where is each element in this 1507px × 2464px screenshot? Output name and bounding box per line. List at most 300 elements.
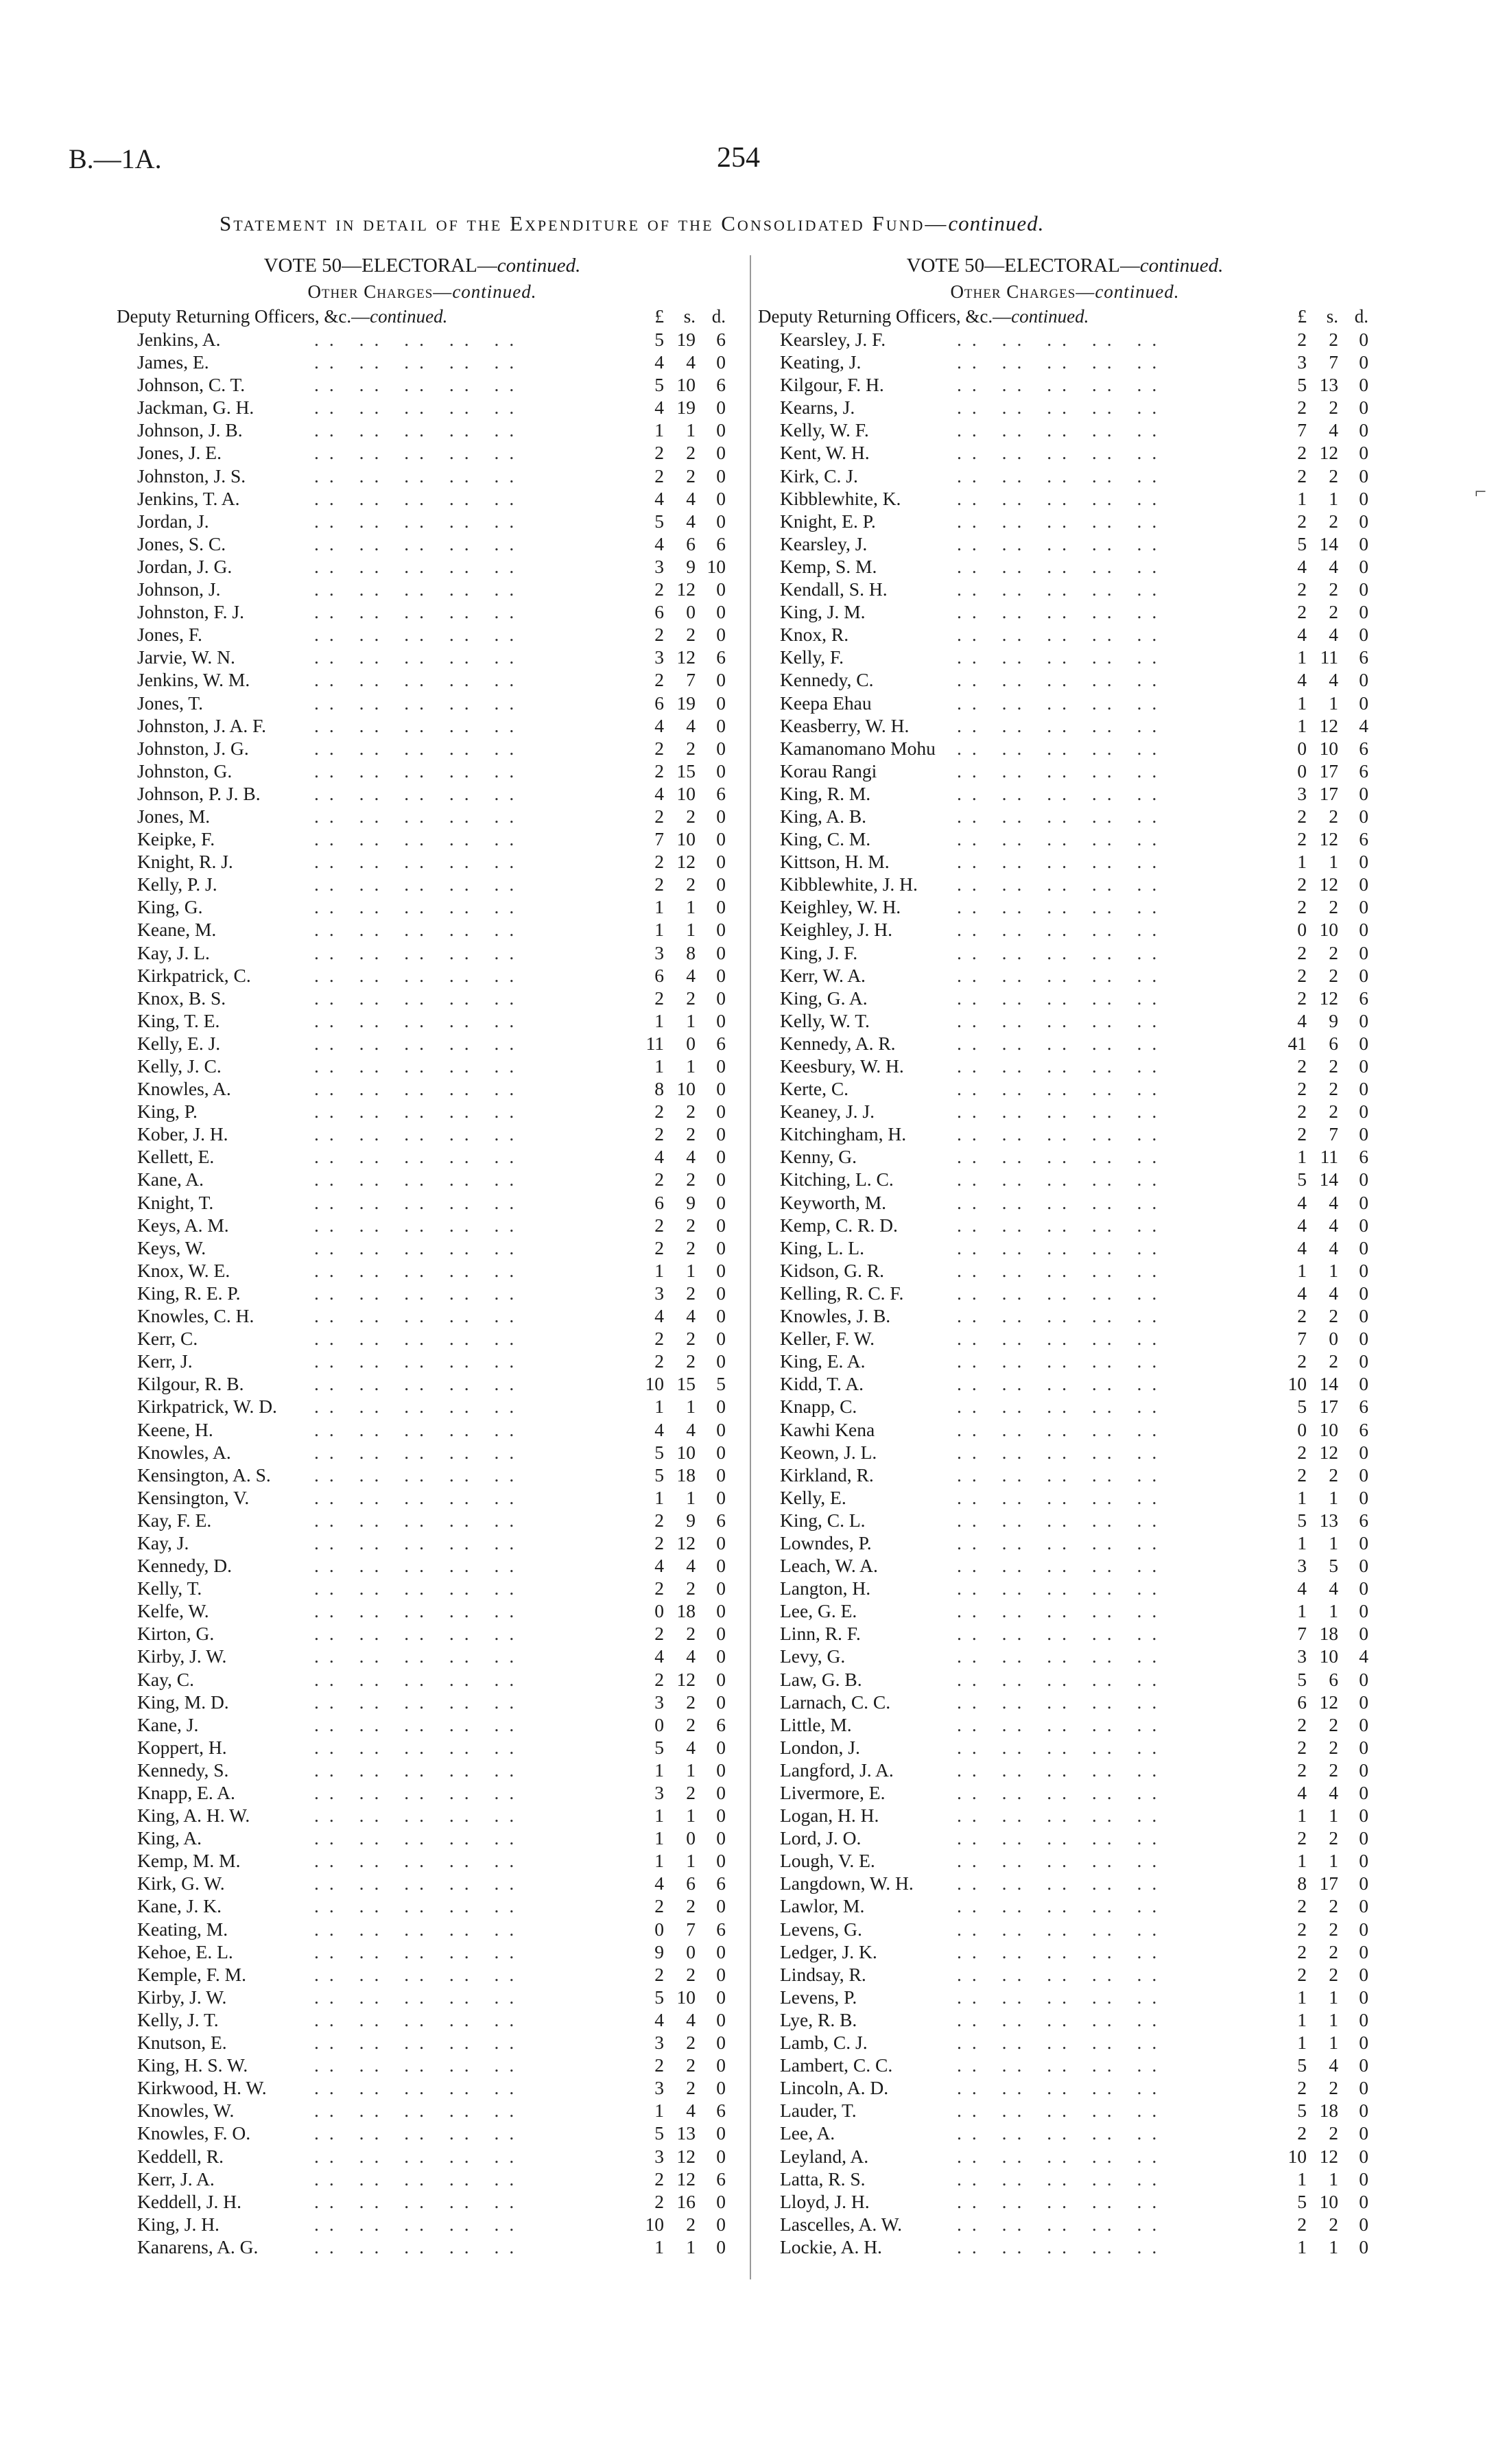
vote-title: VOTE 50—ELECTORAL— [263, 255, 497, 277]
table-row [115, 532, 743, 555]
leader-dots: .. .. .. .. .. [957, 442, 1167, 464]
amount-pence: 0 [716, 1827, 726, 1849]
vote-heading [758, 253, 1386, 279]
table-row [115, 1872, 743, 1894]
table-row [115, 1350, 743, 1372]
amount-pounds: 2 [1297, 1827, 1307, 1849]
amount-pounds: 2 [654, 987, 664, 1009]
table-row [115, 2031, 743, 2054]
leader-dots: .. .. .. .. .. [314, 601, 525, 623]
amount-shillings: 2 [686, 1282, 696, 1304]
payee-name: King, J. H. [137, 2213, 219, 2235]
table-row [115, 782, 743, 805]
subhead-text: Deputy Returning Officers, &c.— [758, 306, 1012, 327]
amount-shillings: 18 [676, 1464, 696, 1486]
amount-shillings: 2 [686, 2054, 696, 2076]
leader-dots: .. .. .. .. .. [314, 1782, 525, 1803]
amount-pounds: 2 [1297, 964, 1307, 986]
subhead-title [758, 305, 1089, 328]
table-row [115, 692, 743, 714]
table-row [758, 1804, 1386, 1827]
table-row [758, 351, 1386, 373]
amount-pounds: 2 [1297, 510, 1307, 532]
payee-name: Keighley, W. H. [780, 896, 901, 918]
table-row [115, 1214, 743, 1236]
table-row [115, 1418, 743, 1441]
leader-dots: .. .. .. .. .. [314, 964, 525, 986]
leader-dots: .. .. .. .. .. [314, 760, 525, 782]
payee-name: Logan, H. H. [780, 1805, 879, 1827]
payee-name: Kay, F. E. [137, 1509, 212, 1531]
table-row [758, 1464, 1386, 1486]
amount-pounds: 2 [1297, 1101, 1307, 1123]
payee-name: King, J. F. [780, 941, 858, 963]
amount-shillings: 17 [1319, 1873, 1338, 1894]
amount-shillings: 12 [1319, 987, 1338, 1009]
amount-pounds: 6 [654, 692, 664, 714]
payee-name: Lowndes, P. [780, 1532, 872, 1553]
amount-pence: 0 [716, 1645, 726, 1667]
table-row [758, 2054, 1386, 2076]
amount-shillings: 2 [1329, 2213, 1338, 2235]
leader-dots: .. .. .. .. .. [957, 1759, 1167, 1781]
payee-name: Langdown, W. H. [780, 1873, 914, 1894]
amount-shillings: 7 [686, 669, 696, 691]
amount-pence: 0 [1359, 2122, 1368, 2144]
amount-shillings: 4 [1329, 1782, 1338, 1803]
amount-pence: 0 [1359, 896, 1368, 918]
amount-pounds: 2 [654, 737, 664, 759]
amount-pence: 0 [1359, 1464, 1368, 1486]
table-row [115, 1827, 743, 1849]
amount-shillings: 12 [676, 2145, 696, 2167]
payee-name: Knapp, C. [780, 1396, 857, 1418]
payee-name: Kober, J. H. [137, 1123, 228, 1145]
amount-pence: 0 [1359, 329, 1368, 350]
amount-pence: 0 [716, 1600, 726, 1622]
payee-name: Knapp, E. A. [137, 1782, 235, 1803]
payee-name: Johnson, J. B. [137, 419, 243, 441]
amount-shillings: 2 [686, 1782, 696, 1803]
payee-name: Keene, H. [137, 1418, 213, 1440]
unit-pence: d. [1354, 306, 1368, 327]
amount-shillings: 10 [1319, 919, 1338, 941]
leader-dots: .. .. .. .. .. [314, 2168, 525, 2190]
leader-dots: .. .. .. .. .. [314, 1078, 525, 1100]
statement-title-text: Statement in detail of the Expenditure of the Consolidated Fund— [219, 211, 949, 235]
amount-pence: 0 [716, 1486, 726, 1508]
amount-pounds: 2 [654, 873, 664, 895]
amount-pounds: 3 [1297, 1555, 1307, 1577]
amount-shillings: 2 [1329, 2122, 1338, 2144]
payee-name: Johnston, J. A. F. [137, 714, 267, 736]
amount-pounds: 6 [654, 964, 664, 986]
amount-pounds: 4 [654, 714, 664, 736]
table-row [115, 1191, 743, 1214]
table-row [115, 2145, 743, 2168]
table-row [115, 510, 743, 532]
amount-pence: 0 [1359, 1691, 1368, 1713]
amount-pence: 0 [1359, 1009, 1368, 1031]
amount-pence: 0 [716, 1963, 726, 1985]
amount-shillings: 10 [676, 782, 696, 804]
amount-pounds: 2 [1297, 465, 1307, 486]
amount-pounds: 2 [1297, 1759, 1307, 1781]
amount-pence: 0 [716, 1532, 726, 1553]
amount-pounds: 4 [654, 1555, 664, 1577]
payee-name: Lord, J. O. [780, 1827, 862, 1849]
amount-pounds: 1 [654, 1827, 664, 1849]
table-row [758, 1168, 1386, 1190]
amount-pence: 0 [1359, 465, 1368, 486]
amount-pounds: 4 [1297, 1782, 1307, 1803]
amount-shillings: 18 [1319, 2100, 1338, 2122]
amount-pounds: 1 [654, 1396, 664, 1418]
table-row [758, 1123, 1386, 1145]
payee-name: Knowles, J. B. [780, 1305, 891, 1327]
amount-shillings: 9 [1329, 1009, 1338, 1031]
table-row [758, 1509, 1386, 1532]
leader-dots: .. .. .. .. .. [314, 1055, 525, 1077]
amount-pence: 0 [716, 1759, 726, 1781]
amount-pounds: 2 [654, 1895, 664, 1917]
amount-pounds: 4 [654, 1146, 664, 1168]
amount-pounds: 2 [1297, 1350, 1307, 1372]
amount-pence: 0 [1359, 1101, 1368, 1123]
payee-name: Keown, J. L. [780, 1441, 877, 1463]
amount-shillings: 2 [1329, 896, 1338, 918]
amount-pounds: 4 [654, 397, 664, 419]
payee-name: Kitching, L. C. [780, 1169, 894, 1190]
table-row [758, 895, 1386, 918]
table-row [758, 782, 1386, 805]
payee-name: Kelly, W. T. [780, 1009, 870, 1031]
leader-dots: .. .. .. .. .. [957, 578, 1167, 600]
subhead-row [115, 305, 743, 328]
amount-shillings: 4 [1329, 1191, 1338, 1213]
amount-shillings: 2 [1329, 397, 1338, 419]
amount-pence: 0 [716, 964, 726, 986]
amount-pounds: 1 [654, 1850, 664, 1872]
leader-dots: .. .. .. .. .. [957, 1577, 1167, 1599]
leader-dots: .. .. .. .. .. [314, 2190, 525, 2212]
amount-pence: 6 [716, 329, 726, 350]
amount-pounds: 10 [645, 2213, 664, 2235]
amount-pounds: 2 [1297, 1713, 1307, 1735]
payee-name: Kelfe, W. [137, 1600, 209, 1622]
table-row [115, 1645, 743, 1667]
amount-shillings: 2 [686, 1101, 696, 1123]
payee-name: Kelly, W. F. [780, 419, 869, 441]
amount-pence: 0 [1359, 1827, 1368, 1849]
amount-pounds: 11 [645, 1032, 664, 1054]
amount-pounds: 2 [654, 805, 664, 827]
table-row [758, 2145, 1386, 2168]
table-row [758, 373, 1386, 396]
amount-shillings: 2 [1329, 1101, 1338, 1123]
amount-shillings: 2 [1329, 1350, 1338, 1372]
table-row [758, 441, 1386, 464]
amount-pounds: 3 [654, 1691, 664, 1713]
payee-name: Knox, R. [780, 624, 849, 646]
table-row [758, 1077, 1386, 1100]
amount-pounds: 4 [1297, 1282, 1307, 1304]
leader-dots: .. .. .. .. .. [957, 737, 1167, 759]
amount-pounds: 4 [654, 2008, 664, 2030]
leader-dots: .. .. .. .. .. [314, 1373, 525, 1395]
amount-pounds: 4 [1297, 1191, 1307, 1213]
amount-pence: 0 [1359, 692, 1368, 714]
amount-pence: 0 [716, 1805, 726, 1827]
amount-pounds: 4 [1297, 1577, 1307, 1599]
amount-pounds: 2 [1297, 896, 1307, 918]
leader-dots: .. .. .. .. .. [314, 737, 525, 759]
entries-list [115, 328, 743, 2258]
table-row [115, 1918, 743, 1940]
table-row [115, 737, 743, 760]
leader-dots: .. .. .. .. .. [957, 1396, 1167, 1418]
amount-pence: 0 [716, 1668, 726, 1690]
amount-shillings: 19 [676, 397, 696, 419]
amount-shillings: 4 [1329, 1577, 1338, 1599]
payee-name: King, R. E. P. [137, 1282, 241, 1304]
amount-shillings: 1 [1329, 1486, 1338, 1508]
amount-pence: 0 [716, 1441, 726, 1463]
leader-dots: .. .. .. .. .. [314, 1032, 525, 1054]
leader-dots: .. .. .. .. .. [957, 1600, 1167, 1622]
amount-pence: 0 [1359, 510, 1368, 532]
amount-pence: 6 [716, 1918, 726, 1940]
table-row [115, 895, 743, 918]
amount-shillings: 14 [1319, 1169, 1338, 1190]
amount-shillings: 2 [1329, 601, 1338, 623]
leader-dots: .. .. .. .. .. [314, 555, 525, 577]
table-row [115, 1577, 743, 1599]
amount-pounds: 1 [1297, 1805, 1307, 1827]
table-row [758, 1327, 1386, 1350]
amount-shillings: 4 [686, 714, 696, 736]
amount-pounds: 3 [1297, 782, 1307, 804]
payee-name: Kerr, C. [137, 1328, 198, 1350]
table-row [758, 1009, 1386, 1032]
amount-shillings: 2 [686, 1963, 696, 1985]
payee-name: Keys, W. [137, 1236, 206, 1258]
amount-pence: 0 [1359, 601, 1368, 623]
table-row [115, 328, 743, 351]
amount-pence: 0 [716, 2122, 726, 2144]
payee-name: Kehoe, E. L. [137, 1940, 233, 1962]
amount-shillings: 1 [686, 1259, 696, 1281]
payee-name: Lambert, C. C. [780, 2054, 893, 2076]
amount-pence: 0 [1359, 442, 1368, 464]
payee-name: Kelly, P. J. [137, 873, 217, 895]
table-row [115, 2168, 743, 2190]
amount-pence: 6 [1359, 1146, 1368, 1168]
table-row [758, 1532, 1386, 1554]
table-row [115, 2008, 743, 2031]
leader-dots: .. .. .. .. .. [314, 2236, 525, 2257]
amount-pounds: 2 [654, 1123, 664, 1145]
payee-name: Kitchingham, H. [780, 1123, 907, 1145]
table-row [758, 487, 1386, 510]
table-row [115, 1963, 743, 1986]
amount-pence: 0 [1359, 419, 1368, 441]
leader-dots: .. .. .. .. .. [314, 1146, 525, 1168]
leader-dots: .. .. .. .. .. [957, 646, 1167, 668]
amount-shillings: 2 [686, 2213, 696, 2235]
payee-name: Kemp, S. M. [780, 555, 877, 577]
amount-shillings: 2 [686, 1350, 696, 1372]
payee-name: Knowles, A. [137, 1078, 231, 1100]
unit-pounds: £ [1297, 306, 1307, 327]
amount-shillings: 4 [1329, 1282, 1338, 1304]
amount-pence: 0 [1359, 1940, 1368, 1962]
payee-name: Langton, H. [780, 1577, 871, 1599]
amount-pence: 0 [716, 397, 726, 419]
amount-shillings: 9 [686, 555, 696, 577]
amount-shillings: 2 [686, 465, 696, 486]
amount-pounds: 0 [1297, 1418, 1307, 1440]
payee-name: King, G. A. [780, 987, 868, 1009]
table-row [115, 1759, 743, 1781]
amount-pence: 0 [1359, 805, 1368, 827]
amount-pence: 6 [716, 1509, 726, 1531]
amount-pence: 0 [1359, 1214, 1368, 1236]
leader-dots: .. .. .. .. .. [314, 1009, 525, 1031]
table-row [758, 1894, 1386, 1917]
payee-name: Knox, W. E. [137, 1259, 230, 1281]
amount-pence: 6 [716, 2168, 726, 2190]
leader-dots: .. .. .. .. .. [957, 2100, 1167, 2122]
payee-name: Kendall, S. H. [780, 578, 888, 600]
amount-shillings: 1 [1329, 2032, 1338, 2054]
payee-name: King, T. E. [137, 1009, 220, 1031]
table-row [115, 1894, 743, 1917]
amount-pounds: 4 [1297, 1214, 1307, 1236]
amount-pounds: 1 [1297, 2008, 1307, 2030]
amount-pence: 0 [1359, 1986, 1368, 2008]
table-row [758, 396, 1386, 419]
amount-pounds: 5 [1297, 1169, 1307, 1190]
amount-pence: 0 [1359, 1032, 1368, 1054]
leader-dots: .. .. .. .. .. [314, 851, 525, 873]
leader-dots: .. .. .. .. .. [957, 1441, 1167, 1463]
amount-pence: 6 [716, 374, 726, 396]
leader-dots: .. .. .. .. .. [957, 1963, 1167, 1985]
amount-pence: 0 [1359, 1169, 1368, 1190]
leader-dots: .. .. .. .. .. [314, 351, 525, 373]
leader-dots: .. .. .. .. .. [957, 1350, 1167, 1372]
leader-dots: .. .. .. .. .. [314, 1691, 525, 1713]
amount-shillings: 2 [1329, 805, 1338, 827]
amount-shillings: 2 [1329, 1759, 1338, 1781]
amount-pence: 0 [1359, 2032, 1368, 2054]
amount-pounds: 1 [1297, 1532, 1307, 1553]
leader-dots: .. .. .. .. .. [314, 873, 525, 895]
amount-pounds: 1 [654, 1759, 664, 1781]
amount-pounds: 1 [654, 1259, 664, 1281]
amount-shillings: 2 [1329, 1940, 1338, 1962]
payee-name: Lincoln, A. D. [780, 2077, 889, 2099]
amount-pence: 0 [1359, 2077, 1368, 2099]
leader-dots: .. .. .. .. .. [314, 1350, 525, 1372]
payee-name: Levens, P. [780, 1986, 857, 2008]
payee-name: Kennedy, A. R. [780, 1032, 896, 1054]
amount-shillings: 15 [676, 760, 696, 782]
leader-dots: .. .. .. .. .. [314, 919, 525, 941]
amount-pence: 6 [1359, 828, 1368, 850]
amount-shillings: 1 [1329, 692, 1338, 714]
leader-dots: .. .. .. .. .. [957, 2190, 1167, 2212]
table-row [115, 1236, 743, 1259]
payee-name: Livermore, E. [780, 1782, 886, 1803]
amount-pence: 0 [1359, 1963, 1368, 1985]
leader-dots: .. .. .. .. .. [314, 805, 525, 827]
amount-shillings: 4 [686, 1418, 696, 1440]
leader-dots: .. .. .. .. .. [957, 2145, 1167, 2167]
table-row [115, 987, 743, 1009]
amount-pence: 0 [1359, 919, 1368, 941]
leader-dots: .. .. .. .. .. [957, 1986, 1167, 2008]
amount-shillings: 4 [686, 964, 696, 986]
table-row [758, 646, 1386, 668]
amount-pounds: 7 [1297, 419, 1307, 441]
amount-pence: 0 [716, 1691, 726, 1713]
amount-pence: 0 [716, 873, 726, 895]
leader-dots: .. .. .. .. .. [957, 510, 1167, 532]
amount-shillings: 12 [676, 1668, 696, 1690]
amount-pence: 0 [1359, 1736, 1368, 1758]
leader-dots: .. .. .. .. .. [314, 374, 525, 396]
amount-shillings: 12 [676, 1532, 696, 1553]
payee-name: Keddell, R. [137, 2145, 224, 2167]
payee-name: King, L. L. [780, 1236, 864, 1258]
payee-name: Keyworth, M. [780, 1191, 887, 1213]
amount-pence: 0 [716, 2236, 726, 2257]
amount-pence: 0 [716, 1396, 726, 1418]
table-row [758, 2031, 1386, 2054]
amount-shillings: 4 [686, 1736, 696, 1758]
amount-pounds: 2 [654, 1963, 664, 1985]
leader-dots: .. .. .. .. .. [957, 1146, 1167, 1168]
leader-dots: .. .. .. .. .. [957, 2008, 1167, 2030]
leader-dots: .. .. .. .. .. [957, 351, 1167, 373]
amount-shillings: 2 [1329, 1918, 1338, 1940]
amount-pounds: 2 [1297, 941, 1307, 963]
unit-shillings: s. [683, 306, 696, 327]
amount-shillings: 2 [1329, 964, 1338, 986]
amount-pence: 10 [707, 555, 726, 577]
amount-pence: 0 [716, 1282, 726, 1304]
amount-pence: 0 [716, 851, 726, 873]
amount-shillings: 12 [1319, 442, 1338, 464]
amount-pounds: 4 [1297, 624, 1307, 646]
amount-shillings: 2 [686, 1328, 696, 1350]
amount-pence: 0 [716, 919, 726, 941]
amount-pence: 0 [1359, 1441, 1368, 1463]
amount-pounds: 41 [1288, 1032, 1307, 1054]
amount-shillings: 9 [686, 1509, 696, 1531]
table-row [758, 2190, 1386, 2213]
amount-pence: 0 [1359, 1259, 1368, 1281]
leader-dots: .. .. .. .. .. [314, 1282, 525, 1304]
amount-pence: 0 [1359, 397, 1368, 419]
payee-name: Kirkland, R. [780, 1464, 874, 1486]
amount-pence: 0 [716, 419, 726, 441]
amount-shillings: 1 [686, 1396, 696, 1418]
payee-name: Knight, R. J. [137, 851, 233, 873]
amount-pounds: 5 [1297, 2190, 1307, 2212]
